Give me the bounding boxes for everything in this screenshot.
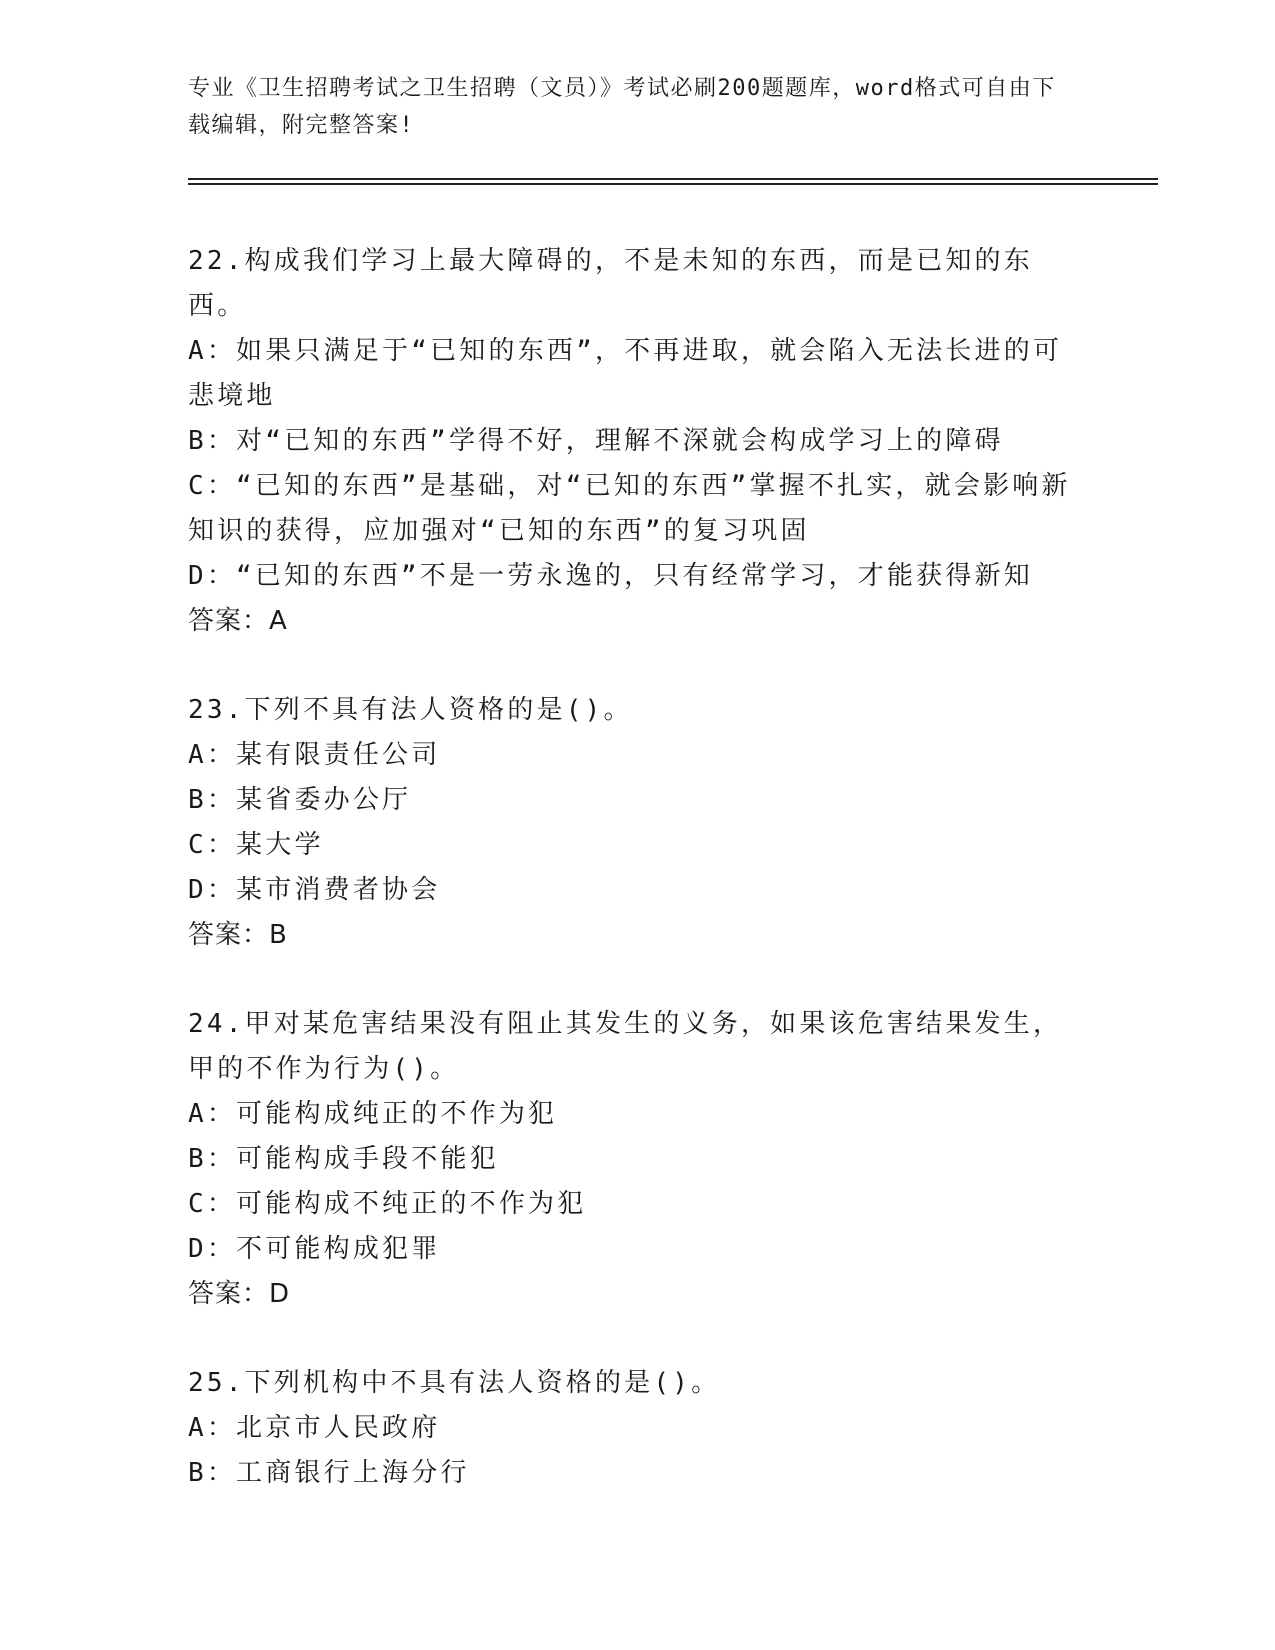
option-d: D：不可能构成犯罪: [188, 1234, 441, 1264]
answer-line: 答案：D: [188, 1279, 291, 1309]
document-header: 专业《卫生招聘考试之卫生招聘（文员）》考试必刷200题题库，word格式可自由下载编辑，附完整答案!: [188, 76, 1056, 138]
document-page: [188, 70, 1158, 1540]
option-d: D：“已知的东西”不是一劳永逸的，只有经常学习，才能获得新知: [188, 561, 1033, 591]
question-25: [188, 1361, 1158, 1496]
question-list: [188, 239, 1158, 1496]
question-23: [188, 688, 1158, 958]
question-22: [188, 239, 1158, 644]
answer-line: 答案：B: [188, 920, 288, 950]
option-a: A：某有限责任公司: [188, 740, 441, 770]
option-d: D：某市消费者协会: [188, 875, 441, 905]
option-b: B：对“已知的东西”学得不好，理解不深就会构成学习上的障碍: [188, 426, 1004, 456]
option-a: A：如果只满足于“已知的东西”，不再进取，就会陷入无法长进的可悲境地: [188, 336, 1063, 411]
option-a: A：可能构成纯正的不作为犯: [188, 1099, 558, 1129]
question-stem: 23.下列不具有法人资格的是()。: [188, 695, 633, 725]
option-b: B：可能构成手段不能犯: [188, 1144, 499, 1174]
question-stem: 24.甲对某危害结果没有阻止其发生的义务，如果该危害结果发生，甲的不作为行为()。: [188, 1009, 1063, 1084]
question-24: [188, 1002, 1158, 1317]
question-stem: 22.构成我们学习上最大障碍的，不是未知的东西，而是已知的东西。: [188, 246, 1033, 321]
option-b: B：工商银行上海分行: [188, 1458, 470, 1488]
answer-line: 答案：A: [188, 606, 288, 636]
option-c: C：某大学: [188, 830, 324, 860]
option-a: A：北京市人民政府: [188, 1413, 441, 1443]
header-divider: [188, 178, 1158, 185]
option-c: C：可能构成不纯正的不作为犯: [188, 1189, 587, 1219]
option-b: B：某省委办公厅: [188, 785, 412, 815]
question-stem: 25.下列机构中不具有法人资格的是()。: [188, 1368, 721, 1398]
option-c: C：“已知的东西”是基础，对“已知的东西”掌握不扎实，就会影响新知识的获得，应加强对“已知的东西”的复习巩固: [188, 471, 1071, 546]
